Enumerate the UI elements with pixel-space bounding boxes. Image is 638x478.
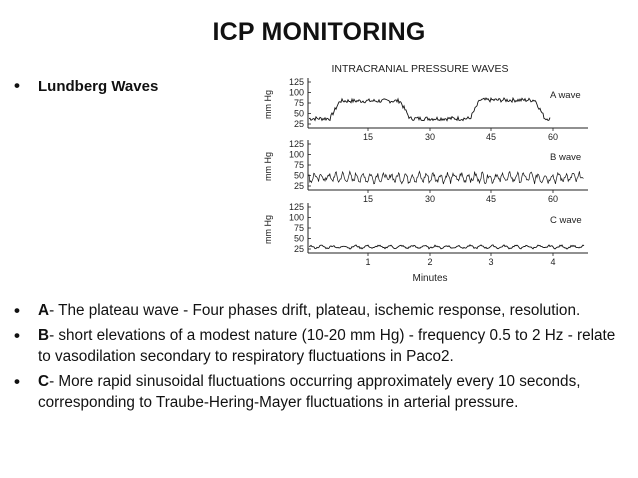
y-tick-label: 75 [293, 223, 304, 233]
wave-label: C wave [550, 215, 582, 226]
slide-title: ICP MONITORING [212, 18, 426, 46]
y-tick-label: 25 [293, 181, 304, 191]
icp-waves-figure [250, 58, 600, 290]
bullet-c [14, 371, 624, 413]
bullet-c-text: - More rapid sinusoidal fluctuations occurring approximately every 10 seconds, corresponding to Traube-Hering-Mayer fluctuations in arterial pressure. [38, 373, 581, 411]
y-tick-label: 125 [288, 202, 304, 212]
y-tick-label: 125 [288, 139, 304, 149]
x-tick-label: 45 [485, 132, 497, 142]
y-tick-label: 100 [288, 87, 304, 98]
y-unit-label: mm Hg [263, 215, 273, 244]
x-tick-label: 60 [547, 132, 559, 142]
x-tick-label: 15 [362, 132, 374, 142]
x-tick-label: 60 [547, 194, 559, 204]
x-tick-label: 2 [427, 257, 433, 267]
wave-label: B wave [550, 152, 582, 163]
y-unit-label: mm Hg [263, 90, 273, 119]
bullet-b-letter: B [38, 327, 50, 344]
bullet-b-text: - short elevations of a modest nature (10-20 mm Hg) - frequency 0.5 to 2 Hz - relate to vasodilation secondary to respiratory fluctuations in Paco2. [38, 327, 616, 365]
waveform-trace [309, 171, 583, 184]
y-tick-label: 50 [293, 108, 304, 119]
bullet-a-text: - The plateau wave - Four phases drift, plateau, ischemic response, resolution. [49, 302, 581, 319]
bullet-lundberg-text: Lundberg Waves [38, 78, 159, 95]
bullet-c-letter: C [38, 373, 50, 390]
y-tick-label: 100 [288, 212, 304, 223]
waveform-trace [309, 98, 550, 121]
bullet-b [14, 325, 624, 367]
icp-waves-svg [250, 58, 600, 290]
x-tick-label: 3 [488, 257, 494, 267]
bullet-dot: • [14, 326, 20, 345]
x-tick-label: 30 [424, 194, 436, 204]
y-tick-label: 125 [288, 77, 304, 87]
x-tick-label: 15 [362, 194, 374, 204]
bullet-lundberg-waves [14, 76, 158, 96]
y-tick-label: 50 [293, 170, 304, 181]
x-axis-label: Minutes [412, 273, 448, 284]
bullet-a-letter: A [38, 302, 50, 319]
wave-label: A wave [550, 90, 581, 101]
y-tick-label: 75 [293, 160, 304, 170]
bullet-dot: • [14, 76, 20, 95]
x-tick-label: 1 [365, 257, 371, 267]
y-tick-label: 75 [293, 98, 304, 108]
y-tick-label: 50 [293, 233, 304, 244]
y-tick-label: 25 [293, 244, 304, 254]
bullet-a [14, 300, 624, 321]
y-unit-label: mm Hg [263, 152, 273, 181]
y-tick-label: 25 [293, 119, 304, 129]
bullet-dot: • [14, 301, 20, 320]
waveform-trace [309, 245, 584, 249]
bullet-dot: • [14, 372, 20, 391]
y-tick-label: 100 [288, 149, 304, 160]
x-tick-label: 45 [485, 194, 497, 204]
x-tick-label: 4 [550, 257, 556, 267]
x-tick-label: 30 [424, 132, 436, 142]
figure-title: INTRACRANIAL PRESSURE WAVES [331, 63, 509, 75]
bullet-list [14, 300, 624, 417]
